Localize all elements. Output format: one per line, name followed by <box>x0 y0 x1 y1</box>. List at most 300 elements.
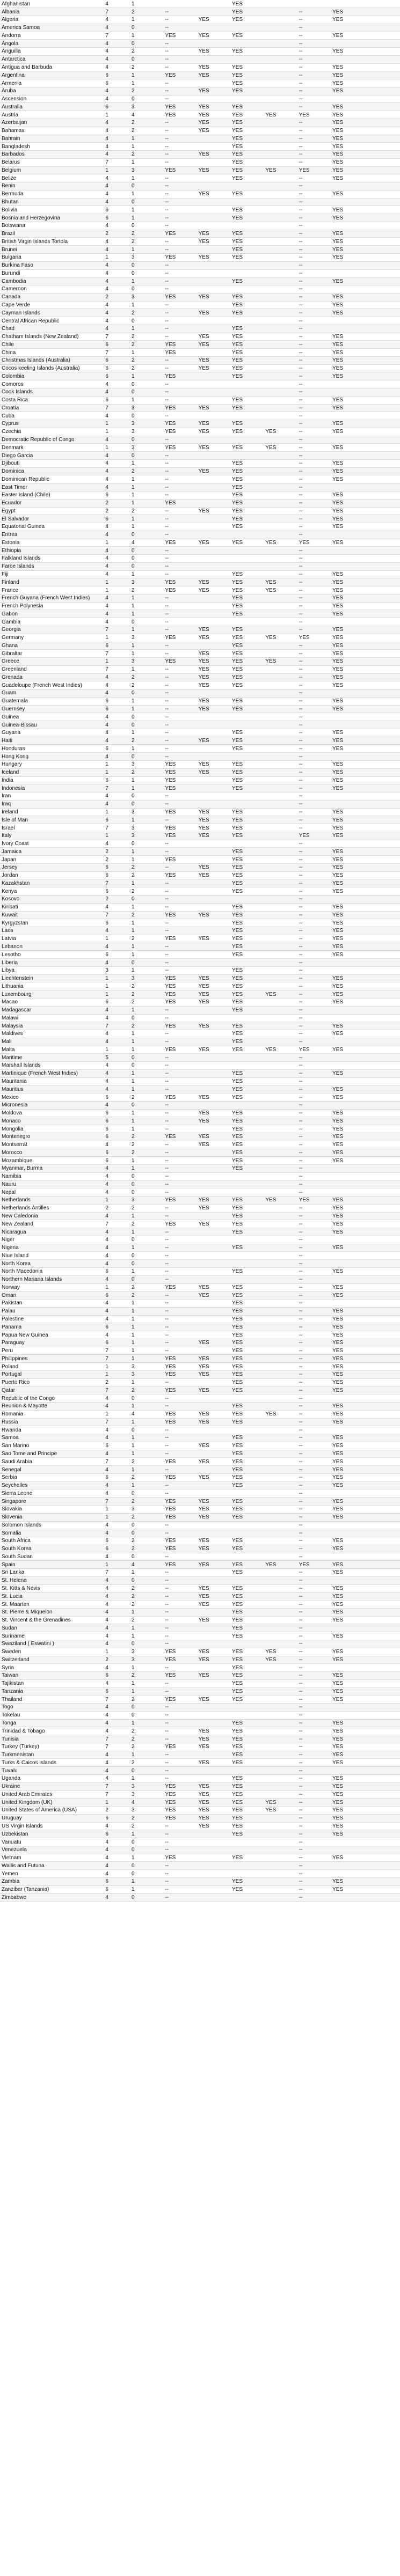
col-f-cell <box>331 1576 364 1584</box>
col-a-cell: -- <box>163 1679 197 1687</box>
col-b-cell: YES <box>197 16 230 24</box>
col-d-cell <box>264 214 297 222</box>
table-row <box>0 428 400 436</box>
col-b-cell: YES <box>197 1735 230 1743</box>
col-b-cell <box>197 475 230 483</box>
zone-cell: 6 <box>104 1133 130 1141</box>
col-d-cell: YES <box>264 1656 297 1664</box>
col-f-cell <box>331 285 364 293</box>
tier-cell: 0 <box>130 753 163 761</box>
tier-cell: 0 <box>130 1640 163 1648</box>
zone-cell: 6 <box>104 697 130 705</box>
empty-cell <box>364 1767 400 1775</box>
col-a-cell: -- <box>163 24 197 32</box>
col-c-cell: YES <box>230 87 264 95</box>
tier-cell: 2 <box>130 681 163 689</box>
table-row <box>0 214 400 222</box>
col-c-cell: YES <box>230 1569 264 1577</box>
col-d-cell: YES <box>264 1410 297 1418</box>
col-f-cell: YES <box>331 586 364 595</box>
col-f-cell: YES <box>331 650 364 658</box>
country-cell: Equatorial Guinea <box>0 523 104 531</box>
col-a-cell: -- <box>163 1529 197 1537</box>
country-cell: Sweden <box>0 1648 104 1656</box>
zone-cell: 4 <box>104 1077 130 1085</box>
col-c-cell <box>230 1711 264 1719</box>
col-c-cell: YES <box>230 1212 264 1220</box>
zone-cell: 4 <box>104 1006 130 1014</box>
col-a-cell: -- <box>163 269 197 277</box>
zone-cell: 5 <box>104 1054 130 1062</box>
col-f-cell: YES <box>331 1799 364 1807</box>
tier-cell: 1 <box>130 1046 163 1054</box>
col-d-cell <box>264 1687 297 1696</box>
col-e-cell: -- <box>297 1727 331 1735</box>
zone-cell: 4 <box>104 1601 130 1609</box>
table-row <box>0 1197 400 1205</box>
col-b-cell <box>197 0 230 8</box>
tier-cell: 3 <box>130 1505 163 1513</box>
empty-cell <box>364 713 400 721</box>
empty-cell <box>364 547 400 555</box>
country-cell: Monaco <box>0 1117 104 1125</box>
empty-cell <box>364 48 400 56</box>
tier-cell: 0 <box>130 1576 163 1584</box>
col-f-cell: YES <box>331 404 364 412</box>
col-f-cell: YES <box>331 737 364 745</box>
col-c-cell <box>230 1014 264 1022</box>
table-row <box>0 356 400 364</box>
tier-cell: 1 <box>130 816 163 824</box>
col-e-cell: -- <box>297 1481 331 1489</box>
col-c-cell <box>230 317 264 325</box>
country-cell: Guam <box>0 689 104 698</box>
zone-cell: 6 <box>104 515 130 523</box>
table-row <box>0 1370 400 1378</box>
empty-cell <box>364 119 400 127</box>
col-e-cell: -- <box>297 420 331 428</box>
table-row <box>0 1307 400 1315</box>
country-cell: Germany <box>0 634 104 642</box>
col-e-cell: -- <box>297 1576 331 1584</box>
col-a-cell: -- <box>163 507 197 515</box>
empty-cell <box>364 1450 400 1458</box>
zone-cell: 4 <box>104 467 130 475</box>
zone-cell: 4 <box>104 1030 130 1038</box>
col-e-cell: -- <box>297 1006 331 1014</box>
col-f-cell: YES <box>331 1616 364 1624</box>
empty-cell <box>364 1157 400 1165</box>
col-d-cell <box>264 1743 297 1751</box>
col-f-cell: YES <box>331 1830 364 1838</box>
col-c-cell: YES <box>230 467 264 475</box>
col-e-cell: -- <box>297 63 331 71</box>
col-c-cell: YES <box>230 1466 264 1474</box>
col-d-cell <box>264 71 297 79</box>
empty-cell <box>364 499 400 507</box>
col-e-cell: -- <box>297 761 331 769</box>
col-a-cell: -- <box>163 943 197 951</box>
col-b-cell <box>197 1244 230 1252</box>
col-a-cell: YES <box>163 428 197 436</box>
col-c-cell: YES <box>230 943 264 951</box>
empty-cell <box>364 1489 400 1498</box>
country-cell: Lithuania <box>0 982 104 990</box>
col-c-cell: YES <box>230 1743 264 1751</box>
col-f-cell: YES <box>331 1069 364 1077</box>
col-d-cell <box>264 1608 297 1616</box>
empty-cell <box>364 1395 400 1403</box>
col-e-cell: -- <box>297 1473 331 1481</box>
col-e-cell: -- <box>297 174 331 182</box>
tier-cell: 0 <box>130 1252 163 1260</box>
col-e-cell: -- <box>297 349 331 357</box>
zone-cell: 4 <box>104 1062 130 1070</box>
col-c-cell <box>230 1529 264 1537</box>
col-d-cell <box>264 261 297 269</box>
col-c-cell: YES <box>230 1133 264 1141</box>
col-e-cell: -- <box>297 333 331 341</box>
zone-cell: 4 <box>104 412 130 420</box>
col-f-cell: YES <box>331 982 364 990</box>
empty-cell <box>364 222 400 230</box>
col-c-cell <box>230 1188 264 1197</box>
country-cell: Botswana <box>0 222 104 230</box>
col-d-cell <box>264 800 297 808</box>
col-e-cell: -- <box>297 254 331 262</box>
col-d-cell <box>264 246 297 254</box>
col-d-cell <box>264 943 297 951</box>
col-b-cell <box>197 143 230 151</box>
country-cell: Zanzibar (Tanzania) <box>0 1885 104 1894</box>
table-row <box>0 1347 400 1355</box>
col-c-cell: YES <box>230 1616 264 1624</box>
country-cell: St. Vincent & the Grenadines <box>0 1616 104 1624</box>
col-f-cell: YES <box>331 499 364 507</box>
col-d-cell <box>264 966 297 974</box>
col-d-cell <box>264 1767 297 1775</box>
col-a-cell: YES <box>163 1220 197 1228</box>
col-f-cell <box>331 325 364 333</box>
zone-cell: 4 <box>104 729 130 737</box>
col-b-cell: YES <box>197 1814 230 1822</box>
col-d-cell <box>264 547 297 555</box>
col-d-cell <box>264 1584 297 1592</box>
table-row <box>0 1133 400 1141</box>
col-c-cell: YES <box>230 1498 264 1506</box>
col-d-cell <box>264 1006 297 1014</box>
col-e-cell: -- <box>297 8 331 16</box>
col-d-cell <box>264 1347 297 1355</box>
empty-cell <box>364 1790 400 1799</box>
col-b-cell <box>197 1576 230 1584</box>
col-e-cell: -- <box>297 190 331 198</box>
col-a-cell: -- <box>163 1442 197 1450</box>
country-cell: Colombia <box>0 372 104 380</box>
country-cell: Ivory Coast <box>0 840 104 848</box>
table-row <box>0 737 400 745</box>
zone-cell: 4 <box>104 1838 130 1846</box>
zone-cell: 4 <box>104 1141 130 1149</box>
empty-cell <box>364 1172 400 1180</box>
zone-cell: 7 <box>104 1022 130 1030</box>
table-row <box>0 0 400 8</box>
zone-cell: 6 <box>104 1125 130 1133</box>
zone-cell: 4 <box>104 1767 130 1775</box>
col-d-cell: YES <box>264 634 297 642</box>
col-a-cell: -- <box>163 8 197 16</box>
empty-cell <box>364 24 400 32</box>
tier-cell: 0 <box>130 388 163 397</box>
col-c-cell: YES <box>230 48 264 56</box>
col-e-cell: -- <box>297 261 331 269</box>
col-a-cell: -- <box>163 1735 197 1743</box>
zone-cell: 6 <box>104 206 130 214</box>
col-f-cell: YES <box>331 246 364 254</box>
tier-cell: 0 <box>130 1180 163 1188</box>
col-c-cell <box>230 1275 264 1283</box>
col-b-cell: YES <box>197 816 230 824</box>
tier-cell: 2 <box>130 1759 163 1767</box>
empty-cell <box>364 562 400 570</box>
tier-cell: 0 <box>130 380 163 388</box>
col-f-cell <box>331 1275 364 1283</box>
country-cell: El Salvador <box>0 515 104 523</box>
tier-cell: 1 <box>130 927 163 935</box>
empty-cell <box>364 87 400 95</box>
col-a-cell: -- <box>163 396 197 404</box>
col-d-cell <box>264 1529 297 1537</box>
col-e-cell: -- <box>297 1466 331 1474</box>
col-f-cell: YES <box>331 1648 364 1656</box>
tier-cell: 2 <box>130 1545 163 1553</box>
col-d-cell <box>264 816 297 824</box>
table-row <box>0 1458 400 1466</box>
col-c-cell: YES <box>230 1085 264 1093</box>
col-e-cell: -- <box>297 1260 331 1268</box>
col-b-cell: YES <box>197 1442 230 1450</box>
country-cell: Panama <box>0 1323 104 1331</box>
col-f-cell: YES <box>331 135 364 143</box>
col-c-cell <box>230 1640 264 1648</box>
tier-cell: 0 <box>130 1062 163 1070</box>
col-a-cell: YES <box>163 1648 197 1656</box>
table-row <box>0 1481 400 1489</box>
zone-cell: 4 <box>104 1300 130 1308</box>
zone-cell: 1 <box>104 166 130 174</box>
country-cell: Reunion & Mayotte <box>0 1403 104 1411</box>
col-e-cell: -- <box>297 71 331 79</box>
zone-cell: 4 <box>104 24 130 32</box>
col-a-cell: -- <box>163 673 197 681</box>
empty-cell <box>364 198 400 206</box>
col-b-cell: YES <box>197 1109 230 1117</box>
col-a-cell: YES <box>163 856 197 864</box>
col-e-cell: -- <box>297 206 331 214</box>
country-cell: Israel <box>0 824 104 832</box>
col-e-cell: -- <box>297 974 331 982</box>
tier-cell: 1 <box>130 1268 163 1276</box>
col-a-cell: -- <box>163 1212 197 1220</box>
col-d-cell <box>264 1466 297 1474</box>
col-c-cell: YES <box>230 103 264 111</box>
country-cell: Australia <box>0 103 104 111</box>
empty-cell <box>364 792 400 801</box>
col-a-cell: -- <box>163 737 197 745</box>
col-b-cell <box>197 55 230 63</box>
empty-cell <box>364 1481 400 1489</box>
zone-cell: 7 <box>104 1458 130 1466</box>
col-b-cell: YES <box>197 190 230 198</box>
col-a-cell: -- <box>163 1569 197 1577</box>
col-b-cell <box>197 198 230 206</box>
tier-cell: 1 <box>130 158 163 166</box>
col-f-cell: YES <box>331 1363 364 1371</box>
empty-cell <box>364 483 400 491</box>
col-c-cell: YES <box>230 856 264 864</box>
country-cell: Tonga <box>0 1719 104 1727</box>
table-row <box>0 16 400 24</box>
tier-cell: 0 <box>130 1894 163 1902</box>
col-c-cell: YES <box>230 1093 264 1102</box>
table-row <box>0 1275 400 1283</box>
col-a-cell: -- <box>163 919 197 927</box>
col-d-cell <box>264 1553 297 1561</box>
col-a-cell: -- <box>163 1204 197 1212</box>
country-cell: India <box>0 776 104 784</box>
col-c-cell: YES <box>230 309 264 317</box>
col-b-cell <box>197 1378 230 1386</box>
col-e-cell: -- <box>297 1403 331 1411</box>
col-e-cell: -- <box>297 1735 331 1743</box>
country-cell: Ethiopia <box>0 547 104 555</box>
col-e-cell: -- <box>297 1307 331 1315</box>
country-cell: Indonesia <box>0 784 104 792</box>
tier-cell: 1 <box>130 515 163 523</box>
zone-cell: 6 <box>104 1537 130 1545</box>
zone-cell: 4 <box>104 1870 130 1878</box>
tier-cell: 0 <box>130 261 163 269</box>
col-f-cell <box>331 261 364 269</box>
empty-cell <box>364 1125 400 1133</box>
table-row <box>0 158 400 166</box>
empty-cell <box>364 879 400 887</box>
country-cell: Tunisia <box>0 1735 104 1743</box>
empty-cell <box>364 396 400 404</box>
tier-cell: 3 <box>130 658 163 666</box>
table-row <box>0 143 400 151</box>
col-a-cell: -- <box>163 1125 197 1133</box>
zone-cell: 4 <box>104 135 130 143</box>
country-cell: Liechtenstein <box>0 974 104 982</box>
col-a-cell: -- <box>163 206 197 214</box>
zone-cell: 4 <box>104 1101 130 1109</box>
table-row <box>0 1165 400 1173</box>
col-d-cell <box>264 784 297 792</box>
table-row <box>0 1426 400 1434</box>
col-c-cell: YES <box>230 1830 264 1838</box>
empty-cell <box>364 523 400 531</box>
zone-cell: 4 <box>104 1664 130 1672</box>
table-row <box>0 792 400 801</box>
col-e-cell: -- <box>297 531 331 539</box>
col-d-cell <box>264 1180 297 1188</box>
zone-cell: 7 <box>104 1355 130 1363</box>
col-f-cell: YES <box>331 1679 364 1687</box>
zone-cell: 4 <box>104 222 130 230</box>
tier-cell: 2 <box>130 127 163 135</box>
col-f-cell <box>331 0 364 8</box>
col-a-cell: -- <box>163 681 197 689</box>
table-row <box>0 1870 400 1878</box>
col-f-cell <box>331 1846 364 1854</box>
tier-cell: 1 <box>130 1719 163 1727</box>
col-f-cell: YES <box>331 776 364 784</box>
col-e-cell: -- <box>297 737 331 745</box>
col-f-cell: YES <box>331 1022 364 1030</box>
zone-cell: 4 <box>104 1481 130 1489</box>
country-cell: Belgium <box>0 166 104 174</box>
col-f-cell <box>331 412 364 420</box>
col-f-cell: YES <box>331 1378 364 1386</box>
col-d-cell <box>264 745 297 753</box>
col-a-cell: YES <box>163 1386 197 1395</box>
col-e-cell: -- <box>297 966 331 974</box>
col-b-cell: YES <box>197 467 230 475</box>
col-b-cell <box>197 1711 230 1719</box>
col-f-cell: YES <box>331 1442 364 1450</box>
table-row <box>0 982 400 990</box>
col-a-cell: -- <box>163 1711 197 1719</box>
empty-cell <box>364 1751 400 1759</box>
col-c-cell: YES <box>230 1687 264 1696</box>
empty-cell <box>364 1529 400 1537</box>
col-b-cell <box>197 1569 230 1577</box>
col-c-cell: YES <box>230 499 264 507</box>
col-d-cell: YES <box>264 1046 297 1054</box>
col-c-cell: YES <box>230 1759 264 1767</box>
country-cell: Libya <box>0 966 104 974</box>
table-row <box>0 420 400 428</box>
col-b-cell <box>197 602 230 610</box>
col-e-cell: -- <box>297 1085 331 1093</box>
tier-cell: 0 <box>130 285 163 293</box>
tier-cell: 0 <box>130 436 163 444</box>
col-a-cell: YES <box>163 776 197 784</box>
col-b-cell: YES <box>197 48 230 56</box>
col-a-cell: -- <box>163 753 197 761</box>
col-c-cell: YES <box>230 1814 264 1822</box>
col-f-cell <box>331 562 364 570</box>
empty-cell <box>364 246 400 254</box>
col-b-cell <box>197 1830 230 1838</box>
table-row <box>0 1030 400 1038</box>
empty-cell <box>364 135 400 143</box>
zone-cell: 4 <box>104 594 130 602</box>
col-b-cell <box>197 380 230 388</box>
col-d-cell <box>264 705 297 713</box>
country-cell: Maldives <box>0 1030 104 1038</box>
col-e-cell: -- <box>297 491 331 499</box>
col-b-cell: YES <box>197 1339 230 1347</box>
col-b-cell <box>197 618 230 626</box>
col-f-cell: YES <box>331 475 364 483</box>
country-cell: Faroe Islands <box>0 562 104 570</box>
zone-cell: 4 <box>104 301 130 309</box>
col-d-cell <box>264 792 297 801</box>
col-f-cell: YES <box>331 903 364 911</box>
col-e-cell: -- <box>297 1838 331 1846</box>
